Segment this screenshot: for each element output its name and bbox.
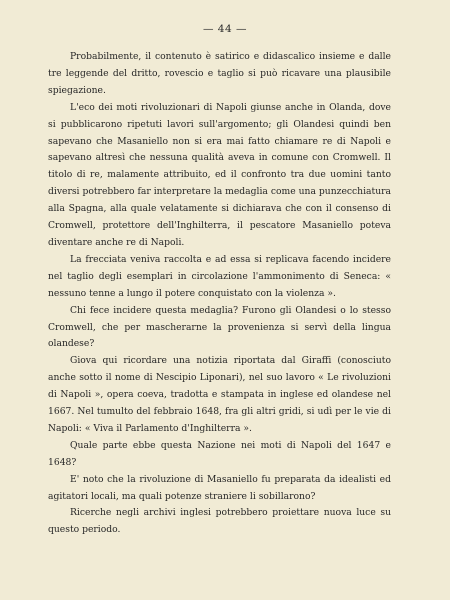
paragraph: Probabilmente, il contenuto è satirico e didascalico insieme e dalle tre leggende del dritto, rovescio e taglio si può ricavare una plausibile spiegazione. [48, 51, 391, 96]
body-text [48, 49, 391, 539]
paragraph: Chi fece incidere questa medaglia? Furono gli Olandesi o lo stesso Cromwell, che per mascherarne la provenienza si servì della lingua olandese? [48, 304, 391, 350]
paragraph: L'eco dei moti rivoluzionari di Napoli giunse anche in Olanda, dove si pubblicarono ripetuti lavori sull'argomento; gli Olandesi quindi ben sapevano che Masaniello non si era mai fatto chiamare re di Napoli e sapevano altresì che nessuna qualità aveva in comune con Cromwell. Il titolo di re, malamente attribuito, ed il confronto tra due uomini tanto diversi potrebbero far interpretare la medaglia come una punzecchiatura alla Spagna, alla quale velatamente si dichiarava che con il consenso di Cromwell, protettore dell'Inghilterra, il pescatore Masaniello poteva diventare anche re di Napoli. [48, 101, 391, 248]
paragraph: La frecciata veniva raccolta e ad essa si replicava facendo incidere nel taglio degli esemplari in circolazione l'ammonimento di Seneca: « nessuno tenne a lungo il potere conquistato con la violenza ». [48, 253, 391, 299]
paragraph: Giova qui ricordare una notizia riportata dal Giraffi (conosciuto anche sotto il nome di Nescipio Liponari), nel suo lavoro « Le rivoluzioni di Napoli », opera coeva, tradotta e stampata in inglese ed olandese nel 1667. Nel tumulto del febbraio 1648, fra gli altri gridi, si udì per le vie di Napoli: « Viva il Parlamento d'Inghilterra ». [48, 355, 391, 434]
paragraph: E' noto che la rivoluzione di Masaniello fu preparata da idealisti ed agitatori locali, ma quali potenze straniere li sobillarono? [48, 473, 391, 502]
paragraph: Ricerche negli archivi inglesi potrebbero proiettare nuova luce su questo periodo. [48, 507, 391, 536]
page-number: — 44 — [202, 23, 248, 35]
paragraph: Quale parte ebbe questa Nazione nei moti di Napoli del 1647 e 1648? [48, 439, 391, 468]
